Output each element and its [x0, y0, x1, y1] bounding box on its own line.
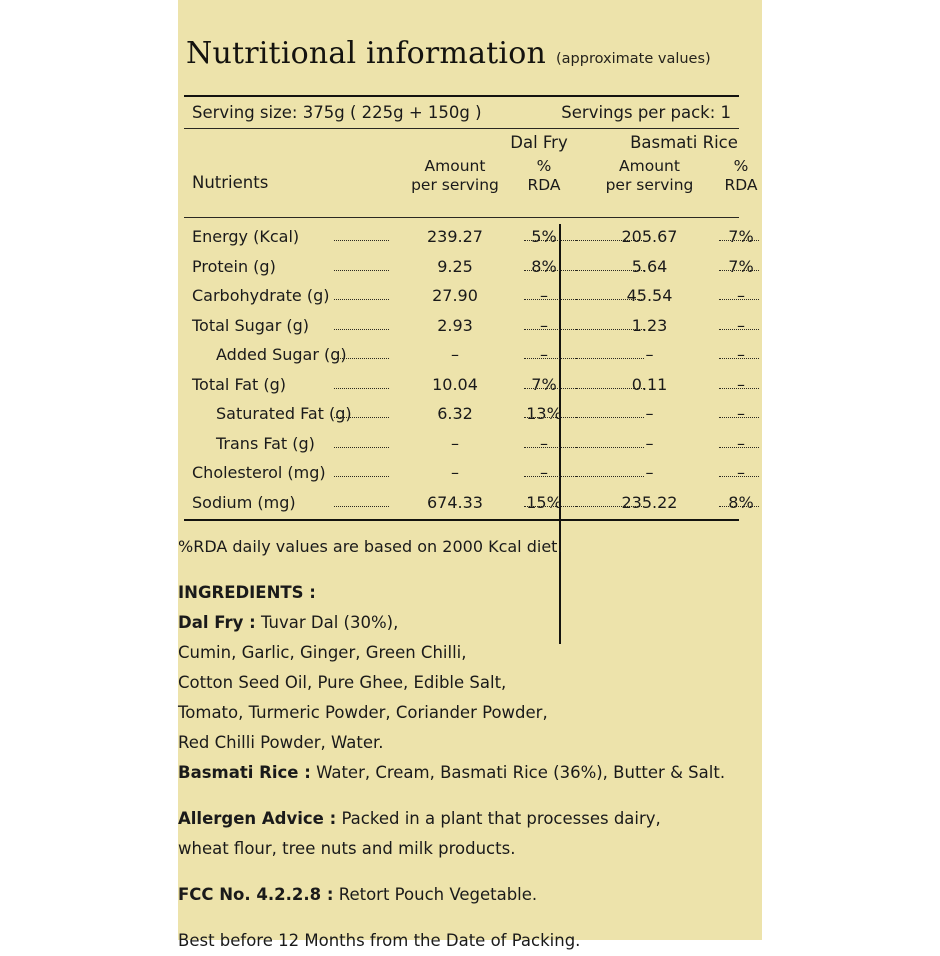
leader-dots [524, 328, 576, 330]
basmati-rice-amount: 205.67 [621, 227, 678, 246]
leader-dots [576, 269, 644, 271]
dal-fry-amount: 2.93 [437, 315, 473, 335]
fcc-text: Retort Pouch Vegetable. [338, 885, 538, 904]
leader-dots [719, 357, 759, 359]
leader-dots [334, 269, 389, 271]
leader-dots [576, 446, 644, 448]
leader-dots [524, 475, 576, 477]
basmati-rice-amount: 45.54 [626, 286, 673, 305]
basmati-rice-amount: – [645, 404, 654, 423]
table-row [184, 283, 745, 313]
leader-dots [719, 269, 759, 271]
nutrient-name: Protein (g) [192, 256, 276, 276]
basmati-rice-amount: 235.22 [621, 492, 678, 512]
dal-fry-amount: 674.33 [427, 492, 483, 512]
servings-per-pack: Servings per pack: 1 [561, 103, 731, 122]
leader-dots [524, 416, 576, 418]
nutrient-name: Trans Fat (g) [216, 433, 315, 453]
dal-fry-amount: 9.25 [437, 256, 473, 276]
table-row [184, 254, 754, 284]
dal-fry-rda: – [540, 433, 548, 453]
basmati-rice-amount: 0.11 [631, 374, 668, 394]
table-row [184, 224, 754, 254]
table-header [184, 129, 758, 217]
dal-fry-line-1: Cumin, Garlic, Ginger, Green Chilli, [178, 643, 467, 662]
leader-dots [576, 328, 644, 330]
table-row [184, 401, 745, 431]
leader-dots [576, 416, 644, 418]
table-row [184, 372, 745, 402]
dal-fry-amount: 27.90 [432, 286, 478, 305]
leader-dots [524, 269, 576, 271]
fcc-label: FCC No. 4.2.2.8 : [178, 885, 334, 904]
fcc-line [178, 880, 758, 910]
nutrient-name: Total Fat (g) [192, 374, 286, 394]
leader-dots [524, 298, 576, 300]
dal-fry-label: Dal Fry : [178, 613, 256, 632]
allergen-line2: wheat flour, tree nuts and milk products. [178, 839, 516, 858]
nutrient-name: Sodium (mg) [192, 492, 296, 512]
basmati-rice-rda: 8% [728, 492, 754, 512]
leader-dots [524, 357, 576, 359]
dal-amount-line2: per serving [411, 176, 499, 194]
leader-dots [576, 387, 644, 389]
basmati-rice-rda: – [737, 374, 745, 394]
basmati-rice-rda: – [737, 433, 745, 453]
basmati-rice-rda: 7% [728, 227, 754, 246]
basmati-rice-rda: – [737, 315, 745, 335]
leader-dots [334, 357, 389, 359]
dal-fry-line-0: Tuvar Dal (30%), [260, 613, 399, 632]
ingredients-heading: INGREDIENTS : [178, 583, 316, 602]
basmati-rice-amount: 5.64 [631, 256, 668, 276]
table-bottom-rule [184, 519, 739, 521]
table-row [184, 313, 745, 343]
allergen-advice [178, 804, 758, 834]
page-title [186, 36, 711, 71]
dal-rda-line2: RDA [527, 176, 561, 194]
dal-fry-rda: 8% [531, 256, 557, 276]
serving-size: Serving size: 375g ( 225g + 150g ) [192, 103, 482, 122]
leader-dots [334, 298, 389, 300]
leader-dots [334, 328, 389, 330]
dal-fry-rda: – [540, 463, 548, 482]
leader-dots [334, 416, 389, 418]
leader-dots [334, 475, 389, 477]
title-text: Nutritional information [186, 36, 547, 71]
dal-rda-line1: % [536, 157, 552, 175]
dal-fry-amount: 239.27 [427, 227, 483, 246]
basmati-rice-rda: – [737, 345, 745, 364]
rice-amount-line1: Amount [619, 157, 680, 175]
dal-fry-rda: – [540, 286, 548, 305]
rda-note: %RDA daily values are based on 2000 Kcal diet. [178, 537, 563, 556]
column-header-dal-amount [390, 157, 520, 195]
dal-fry-amount: 10.04 [432, 374, 478, 394]
nutrient-name: Total Sugar (g) [192, 315, 310, 335]
basmati-rice-rda: – [737, 286, 745, 305]
group-header-dal-fry: Dal Fry [510, 133, 568, 152]
table-row [184, 431, 745, 461]
basmati-label: Basmati Rice : [178, 763, 311, 782]
allergen-label: Allergen Advice : [178, 809, 337, 828]
leader-dots [719, 239, 759, 241]
leader-dots [576, 298, 644, 300]
dal-fry-line-2: Cotton Seed Oil, Pure Ghee, Edible Salt, [178, 673, 507, 692]
basmati-rice-amount: 1.23 [631, 315, 668, 335]
leader-dots [576, 239, 644, 241]
group-header-basmati-rice: Basmati Rice [630, 133, 738, 152]
column-header-dal-rda [522, 157, 566, 195]
dal-fry-amount: – [451, 463, 459, 482]
basmati-rice-rda: – [737, 463, 745, 482]
dal-fry-rda: – [540, 315, 548, 335]
basmati-rice-amount: – [645, 345, 654, 364]
allergen-line1: Packed in a plant that processes dairy, [341, 809, 661, 828]
rice-rda-line1: % [733, 157, 749, 175]
best-before-line: Best before 12 Months from the Date of Packing. [178, 931, 581, 950]
dal-fry-line-4: Red Chilli Powder, Water. [178, 733, 384, 752]
leader-dots [719, 505, 759, 507]
ingredients-section [178, 578, 758, 956]
leader-dots [719, 416, 759, 418]
column-header-nutrients: Nutrients [192, 173, 269, 192]
leader-dots [719, 387, 759, 389]
dal-fry-amount: 6.32 [437, 404, 473, 423]
leader-dots [524, 387, 576, 389]
leader-dots [576, 505, 644, 507]
dal-fry-rda: 13% [526, 404, 562, 423]
title-note: (approximate values) [556, 51, 711, 67]
dal-fry-rda: 7% [531, 374, 557, 394]
dal-fry-rda: – [540, 345, 548, 364]
leader-dots [719, 328, 759, 330]
nutrient-name: Carbohydrate (g) [192, 286, 330, 305]
nutrient-name: Energy (Kcal) [192, 227, 300, 246]
basmati-rice-rda: 7% [728, 256, 754, 276]
leader-dots [334, 387, 389, 389]
dal-fry-amount: – [451, 433, 459, 453]
dal-amount-line1: Amount [424, 157, 486, 175]
basmati-rice-ingredients [178, 758, 758, 788]
leader-dots [719, 298, 759, 300]
leader-dots [524, 239, 576, 241]
basmati-rice-amount: – [645, 433, 654, 453]
nutrient-name: Cholesterol (mg) [192, 463, 326, 482]
leader-dots [719, 446, 759, 448]
serving-row [184, 97, 739, 128]
dal-fry-rda: 5% [531, 227, 557, 246]
leader-dots [334, 239, 389, 241]
table-row [184, 342, 745, 372]
basmati-text: Water, Cream, Basmati Rice (36%), Butter & Salt. [316, 763, 726, 782]
basmati-rice-amount: – [645, 463, 654, 482]
leader-dots [576, 357, 644, 359]
rice-amount-line2: per serving [605, 176, 694, 194]
dal-fry-line-3: Tomato, Turmeric Powder, Coriander Powder, [178, 703, 548, 722]
leader-dots [334, 505, 389, 507]
nutrition-label-panel [178, 0, 762, 950]
nutrition-table [184, 95, 758, 521]
column-header-rice-rda [719, 157, 763, 195]
table-row [184, 460, 745, 490]
nutrient-name: Saturated Fat (g) [216, 404, 352, 423]
dal-fry-amount: – [451, 345, 459, 364]
table-row [184, 490, 754, 520]
leader-dots [719, 475, 759, 477]
dal-fry-rda: 15% [526, 492, 562, 512]
table-rows [184, 218, 754, 519]
leader-dots [334, 446, 389, 448]
rice-rda-line2: RDA [724, 176, 758, 194]
nutrient-name: Added Sugar (g) [216, 345, 347, 364]
leader-dots [524, 446, 576, 448]
dal-fry-ingredients [178, 608, 758, 638]
leader-dots [524, 505, 576, 507]
column-header-rice-amount [582, 157, 717, 195]
basmati-rice-rda: – [737, 404, 745, 423]
leader-dots [576, 475, 644, 477]
